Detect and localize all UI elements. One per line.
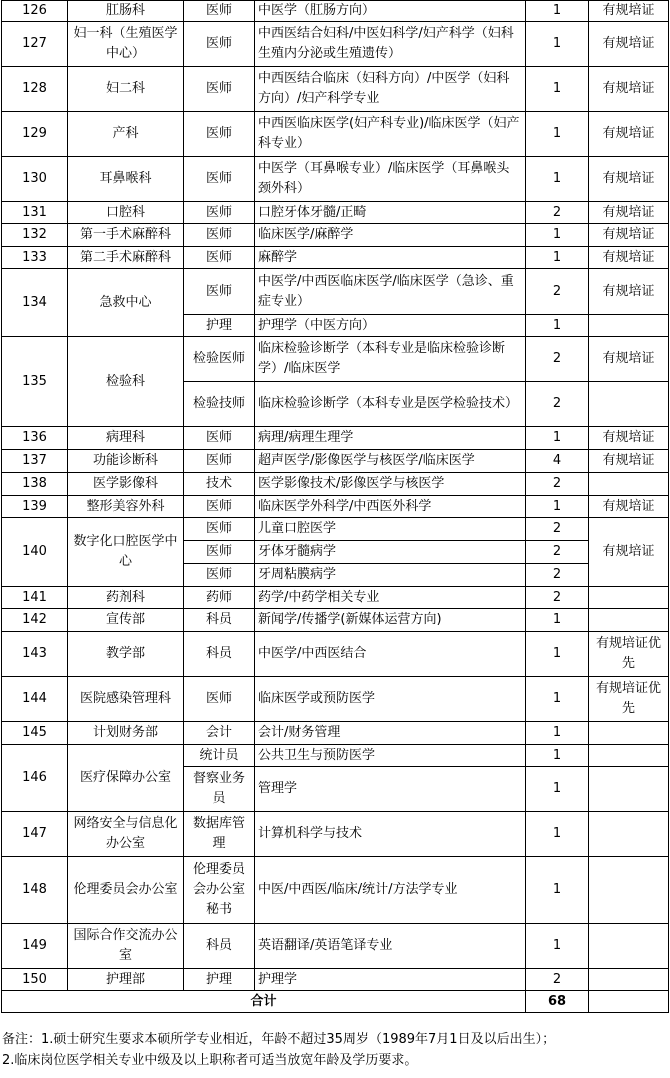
major-cell: 中医学（肛肠方向） [255, 1, 526, 22]
count-cell: 1 [526, 812, 589, 857]
row-number-cell: 150 [2, 969, 68, 991]
department-cell: 网络安全与信息化办公室 [68, 812, 184, 857]
department-cell: 护理部 [68, 969, 184, 991]
table-row [2, 745, 669, 767]
requirement-cell [589, 767, 669, 812]
notes [2, 1029, 668, 1071]
major-cell: 中西医临床医学(妇产科专业)/临床医学（妇产科专业） [255, 112, 526, 157]
post-cell: 医师 [184, 247, 255, 269]
requirement-cell: 有规培证 [589, 22, 669, 67]
major-cell: 中西医结合妇科/中医妇科学/妇产科学（妇科生殖内分泌或生殖遗传） [255, 22, 526, 67]
row-number-cell: 137 [2, 450, 68, 473]
major-cell: 医学影像技术/影像医学与核医学 [255, 473, 526, 496]
row-number-cell: 132 [2, 224, 68, 247]
table-row [2, 924, 669, 969]
row-number-cell: 141 [2, 587, 68, 609]
post-cell: 医师 [184, 1, 255, 22]
requirement-cell [589, 722, 669, 745]
row-number-cell: 139 [2, 496, 68, 518]
post-cell: 医师 [184, 677, 255, 722]
requirement-cell [589, 812, 669, 857]
department-cell: 医院感染管理科 [68, 677, 184, 722]
department-cell: 药剂科 [68, 587, 184, 609]
total-value-cell: 68 [526, 991, 589, 1013]
post-cell: 医师 [184, 269, 255, 315]
requirement-cell [589, 587, 669, 609]
table-row [2, 157, 669, 202]
table-row [2, 202, 669, 224]
note-line-2: 2.临床岗位医学相关专业中级及以上职称者可适当放宽年龄及学历要求。 [2, 1053, 418, 1068]
major-cell: 中医学（耳鼻喉专业）/临床医学（耳鼻喉头颈外科） [255, 157, 526, 202]
row-number-cell: 148 [2, 857, 68, 924]
department-cell: 急救中心 [68, 269, 184, 337]
count-cell: 1 [526, 677, 589, 722]
table-row [2, 269, 669, 315]
table-row [2, 609, 669, 632]
major-cell: 中西医结合临床（妇科方向）/中医学（妇科方向）/妇产科学专业 [255, 67, 526, 112]
row-number-cell: 149 [2, 924, 68, 969]
post-cell: 医师 [184, 22, 255, 67]
count-cell: 1 [526, 745, 589, 767]
post-cell: 技术 [184, 473, 255, 496]
department-cell: 病理科 [68, 427, 184, 450]
row-number-cell: 136 [2, 427, 68, 450]
row-number-cell: 143 [2, 632, 68, 677]
count-cell: 2 [526, 587, 589, 609]
major-cell: 临床医学或预防医学 [255, 677, 526, 722]
post-cell: 医师 [184, 496, 255, 518]
table-row [2, 812, 669, 857]
requirement-cell: 有规培证 [589, 450, 669, 473]
requirement-cell: 有规培证 [589, 269, 669, 315]
count-cell: 1 [526, 247, 589, 269]
post-cell: 检验医师 [184, 337, 255, 382]
post-cell: 医师 [184, 224, 255, 247]
requirement-cell [589, 382, 669, 427]
count-cell: 2 [526, 382, 589, 427]
row-number-cell: 144 [2, 677, 68, 722]
department-cell: 伦理委员会办公室 [68, 857, 184, 924]
table-row [2, 722, 669, 745]
post-cell: 医师 [184, 202, 255, 224]
total-empty-cell [589, 991, 669, 1013]
table-row [2, 969, 669, 991]
major-cell: 麻醉学 [255, 247, 526, 269]
count-cell: 1 [526, 427, 589, 450]
post-cell: 检验技师 [184, 382, 255, 427]
department-cell: 宣传部 [68, 609, 184, 632]
major-cell: 英语翻译/英语笔译专业 [255, 924, 526, 969]
requirement-cell: 有规培证 [589, 202, 669, 224]
department-cell: 医疗保障办公室 [68, 745, 184, 812]
note-line-1: 备注：1.硕士研究生要求本硕所学专业相近，年龄不超过35周岁（1989年7月1日及以后出生）； [2, 1032, 556, 1047]
table-row [2, 22, 669, 67]
post-cell: 统计员 [184, 745, 255, 767]
department-cell: 计划财务部 [68, 722, 184, 745]
major-cell: 儿童口腔医学 [255, 518, 526, 541]
row-number-cell: 129 [2, 112, 68, 157]
major-cell: 临床医学/麻醉学 [255, 224, 526, 247]
major-cell: 中医学/中西医临床医学/临床医学（急诊、重症专业） [255, 269, 526, 315]
post-cell: 会计 [184, 722, 255, 745]
department-cell: 检验科 [68, 337, 184, 427]
row-number-cell: 138 [2, 473, 68, 496]
row-number-cell: 145 [2, 722, 68, 745]
department-cell: 肛肠科 [68, 1, 184, 22]
major-cell: 计算机科学与技术 [255, 812, 526, 857]
post-cell: 医师 [184, 518, 255, 541]
post-cell: 护理 [184, 969, 255, 991]
post-cell: 医师 [184, 564, 255, 587]
row-number-cell: 127 [2, 22, 68, 67]
row-number-cell: 135 [2, 337, 68, 427]
count-cell: 2 [526, 269, 589, 315]
major-cell: 临床医学外科学/中西医外科学 [255, 496, 526, 518]
row-number-cell: 134 [2, 269, 68, 337]
post-cell: 医师 [184, 427, 255, 450]
count-cell: 1 [526, 496, 589, 518]
post-cell: 数据库管理 [184, 812, 255, 857]
table-row [2, 450, 669, 473]
post-cell: 科员 [184, 924, 255, 969]
requirement-cell: 有规培证 [589, 1, 669, 22]
requirement-cell: 有规培证 [589, 337, 669, 382]
table-row [2, 518, 669, 541]
department-cell: 耳鼻喉科 [68, 157, 184, 202]
count-cell: 1 [526, 22, 589, 67]
table-row [2, 857, 669, 924]
department-cell: 妇一科（生殖医学中心） [68, 22, 184, 67]
major-cell: 新闻学/传播学(新媒体运营方向) [255, 609, 526, 632]
total-row [2, 991, 669, 1013]
post-cell: 伦理委员会办公室秘书 [184, 857, 255, 924]
table-row [2, 427, 669, 450]
post-cell: 护理 [184, 315, 255, 337]
table-row [2, 677, 669, 722]
count-cell: 2 [526, 564, 589, 587]
count-cell: 1 [526, 767, 589, 812]
major-cell: 中医/中西医/临床/统计/方法学专业 [255, 857, 526, 924]
count-cell: 2 [526, 473, 589, 496]
count-cell: 1 [526, 1, 589, 22]
requirement-cell: 有规培证 [589, 247, 669, 269]
post-cell: 督察业务员 [184, 767, 255, 812]
count-cell: 2 [526, 969, 589, 991]
department-cell: 整形美容外科 [68, 496, 184, 518]
department-cell: 妇二科 [68, 67, 184, 112]
count-cell: 1 [526, 609, 589, 632]
requirement-cell [589, 745, 669, 767]
row-number-cell: 130 [2, 157, 68, 202]
department-cell: 教学部 [68, 632, 184, 677]
row-number-cell: 147 [2, 812, 68, 857]
post-cell: 医师 [184, 67, 255, 112]
post-cell: 药师 [184, 587, 255, 609]
post-cell: 科员 [184, 632, 255, 677]
requirement-cell: 有规培证 [589, 112, 669, 157]
table-row [2, 1, 669, 22]
total-label-cell: 合计 [2, 991, 526, 1013]
department-cell: 医学影像科 [68, 473, 184, 496]
count-cell: 1 [526, 157, 589, 202]
count-cell: 1 [526, 224, 589, 247]
row-number-cell: 131 [2, 202, 68, 224]
major-cell: 管理学 [255, 767, 526, 812]
post-cell: 医师 [184, 541, 255, 564]
major-cell: 口腔牙体牙髓/正畸 [255, 202, 526, 224]
count-cell: 1 [526, 722, 589, 745]
requirement-cell [589, 315, 669, 337]
department-cell: 国际合作交流办公室 [68, 924, 184, 969]
recruitment-table [1, 0, 669, 1013]
row-number-cell: 146 [2, 745, 68, 812]
major-cell: 临床检验诊断学（本科专业是临床检验诊断学）/临床医学 [255, 337, 526, 382]
requirement-cell [589, 969, 669, 991]
department-cell: 数字化口腔医学中心 [68, 518, 184, 587]
count-cell: 1 [526, 67, 589, 112]
count-cell: 2 [526, 337, 589, 382]
post-cell: 医师 [184, 450, 255, 473]
major-cell: 中医学/中西医结合 [255, 632, 526, 677]
table-row [2, 67, 669, 112]
major-cell: 病理/病理生理学 [255, 427, 526, 450]
requirement-cell [589, 473, 669, 496]
table-row [2, 247, 669, 269]
requirement-cell [589, 609, 669, 632]
major-cell: 会计/财务管理 [255, 722, 526, 745]
count-cell: 1 [526, 857, 589, 924]
requirement-cell: 有规培证 [589, 427, 669, 450]
requirement-cell: 有规培证 [589, 224, 669, 247]
table-row [2, 473, 669, 496]
department-cell: 产科 [68, 112, 184, 157]
row-number-cell: 140 [2, 518, 68, 587]
count-cell: 4 [526, 450, 589, 473]
department-cell: 口腔科 [68, 202, 184, 224]
post-cell: 科员 [184, 609, 255, 632]
department-cell: 第一手术麻醉科 [68, 224, 184, 247]
table-row [2, 112, 669, 157]
post-cell: 医师 [184, 112, 255, 157]
requirement-cell [589, 924, 669, 969]
requirement-cell: 有规培证优先 [589, 677, 669, 722]
major-cell: 临床检验诊断学（本科专业是医学检验技术） [255, 382, 526, 427]
requirement-cell: 有规培证 [589, 67, 669, 112]
table-row [2, 496, 669, 518]
count-cell: 2 [526, 202, 589, 224]
table-row [2, 337, 669, 382]
count-cell: 2 [526, 518, 589, 541]
requirement-cell: 有规培证 [589, 518, 669, 587]
major-cell: 药学/中药学相关专业 [255, 587, 526, 609]
department-cell: 功能诊断科 [68, 450, 184, 473]
major-cell: 超声医学/影像医学与核医学/临床医学 [255, 450, 526, 473]
count-cell: 1 [526, 315, 589, 337]
major-cell: 护理学 [255, 969, 526, 991]
department-cell: 第二手术麻醉科 [68, 247, 184, 269]
count-cell: 2 [526, 541, 589, 564]
requirement-cell: 有规培证 [589, 157, 669, 202]
count-cell: 1 [526, 632, 589, 677]
table-row [2, 587, 669, 609]
row-number-cell: 128 [2, 67, 68, 112]
count-cell: 1 [526, 112, 589, 157]
table-row [2, 632, 669, 677]
major-cell: 牙体牙髓病学 [255, 541, 526, 564]
major-cell: 护理学（中医方向） [255, 315, 526, 337]
major-cell: 公共卫生与预防医学 [255, 745, 526, 767]
table-row [2, 224, 669, 247]
row-number-cell: 126 [2, 1, 68, 22]
post-cell: 医师 [184, 157, 255, 202]
row-number-cell: 142 [2, 609, 68, 632]
major-cell: 牙周粘膜病学 [255, 564, 526, 587]
requirement-cell: 有规培证优先 [589, 632, 669, 677]
table-body [2, 1, 669, 1013]
requirement-cell: 有规培证 [589, 496, 669, 518]
count-cell: 1 [526, 924, 589, 969]
requirement-cell [589, 857, 669, 924]
row-number-cell: 133 [2, 247, 68, 269]
